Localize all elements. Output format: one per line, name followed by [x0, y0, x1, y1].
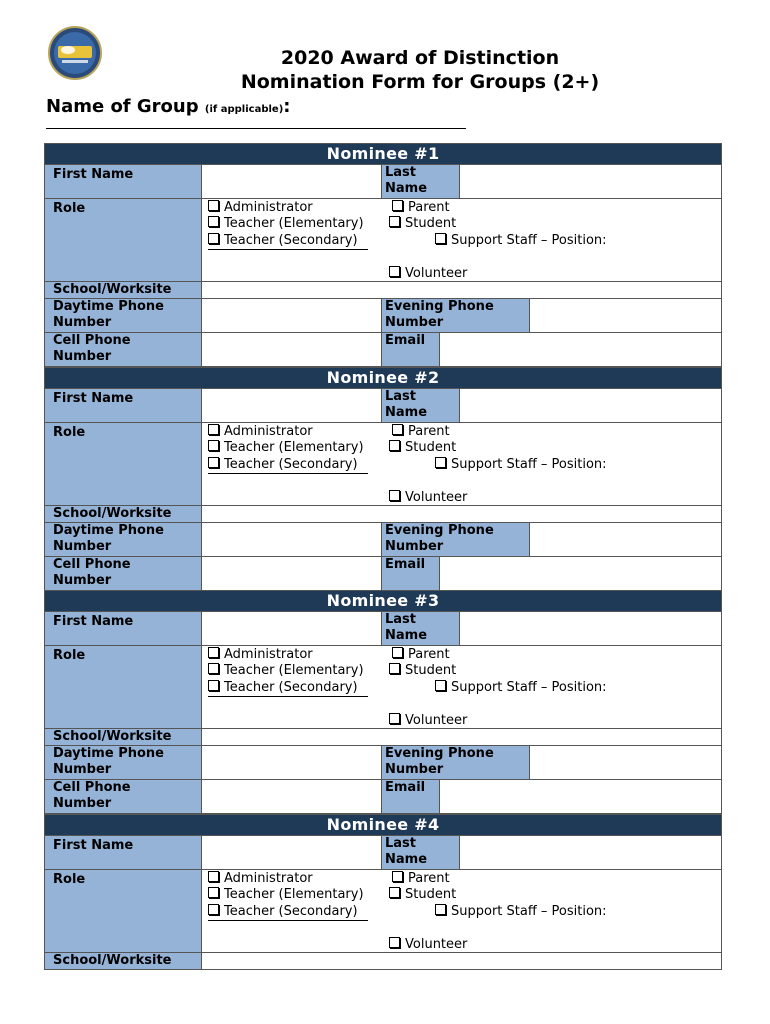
- checkbox-icon[interactable]: [208, 424, 219, 435]
- checkbox-icon[interactable]: [435, 680, 446, 691]
- school-label: School/Worksite: [45, 282, 202, 299]
- role-student[interactable]: Student: [389, 887, 456, 903]
- cell-phone-field[interactable]: [202, 780, 382, 814]
- cell-phone-label: Cell Phone Number: [45, 333, 202, 367]
- checkbox-icon[interactable]: [389, 663, 400, 674]
- role-administrator[interactable]: Administrator: [208, 647, 313, 663]
- support-staff-position-field[interactable]: [208, 920, 368, 921]
- last-name-label: Last Name: [382, 165, 460, 199]
- checkbox-icon[interactable]: [208, 233, 219, 244]
- role-options: [202, 423, 722, 506]
- nominee-table-3: [44, 590, 722, 814]
- role-label: Role: [45, 199, 202, 282]
- role-support-staff[interactable]: Support Staff – Position:: [435, 233, 607, 249]
- evening-phone-label: Evening Phone Number: [382, 299, 530, 333]
- role-support-staff[interactable]: Support Staff – Position:: [435, 680, 607, 696]
- evening-phone-field[interactable]: [530, 299, 722, 333]
- nominee-table-2: [44, 367, 722, 591]
- nominee-heading: Nominee #4: [45, 815, 722, 836]
- checkbox-icon[interactable]: [389, 937, 400, 948]
- school-label: School/Worksite: [45, 506, 202, 523]
- cell-phone-field[interactable]: [202, 557, 382, 591]
- last-name-field[interactable]: [460, 612, 722, 646]
- role-teacher-secondary[interactable]: Teacher (Secondary): [208, 680, 358, 696]
- email-label: Email: [382, 557, 440, 591]
- last-name-field[interactable]: [460, 165, 722, 199]
- school-label: School/Worksite: [45, 729, 202, 746]
- role-label: Role: [45, 646, 202, 729]
- role-student[interactable]: Student: [389, 216, 456, 232]
- role-administrator[interactable]: Administrator: [208, 200, 313, 216]
- nominee-table-4: [44, 814, 722, 970]
- checkbox-icon[interactable]: [208, 904, 219, 915]
- school-field[interactable]: [202, 282, 722, 299]
- first-name-label: First Name: [45, 165, 202, 199]
- daytime-phone-field[interactable]: [202, 746, 382, 780]
- evening-phone-field[interactable]: [530, 746, 722, 780]
- checkbox-icon[interactable]: [392, 200, 403, 211]
- email-field[interactable]: [440, 557, 722, 591]
- checkbox-icon[interactable]: [208, 647, 219, 658]
- role-administrator[interactable]: Administrator: [208, 424, 313, 440]
- role-label: Role: [45, 870, 202, 953]
- role-teacher-elementary[interactable]: Teacher (Elementary): [208, 216, 364, 232]
- role-volunteer[interactable]: Volunteer: [389, 937, 467, 953]
- checkbox-icon[interactable]: [435, 457, 446, 468]
- email-field[interactable]: [440, 780, 722, 814]
- first-name-label: First Name: [45, 836, 202, 870]
- support-staff-position-field[interactable]: [208, 696, 368, 697]
- daytime-phone-label: Daytime Phone Number: [45, 746, 202, 780]
- role-support-staff[interactable]: Support Staff – Position:: [435, 904, 607, 920]
- checkbox-icon[interactable]: [435, 233, 446, 244]
- role-options: [202, 870, 722, 953]
- last-name-label: Last Name: [382, 389, 460, 423]
- school-field[interactable]: [202, 953, 722, 970]
- last-name-label: Last Name: [382, 612, 460, 646]
- checkbox-icon[interactable]: [389, 490, 400, 501]
- email-label: Email: [382, 333, 440, 367]
- first-name-label: First Name: [45, 389, 202, 423]
- checkbox-icon[interactable]: [389, 266, 400, 277]
- role-parent[interactable]: Parent: [392, 200, 450, 216]
- checkbox-icon[interactable]: [435, 904, 446, 915]
- checkbox-icon[interactable]: [208, 440, 219, 451]
- role-teacher-secondary[interactable]: Teacher (Secondary): [208, 904, 358, 920]
- nominee-heading: Nominee #2: [45, 368, 722, 389]
- nominee-heading: Nominee #3: [45, 591, 722, 612]
- evening-phone-field[interactable]: [530, 523, 722, 557]
- award-logo: [48, 26, 102, 80]
- last-name-label: Last Name: [382, 836, 460, 870]
- role-teacher-elementary[interactable]: Teacher (Elementary): [208, 887, 364, 903]
- checkbox-icon[interactable]: [208, 457, 219, 468]
- school-field[interactable]: [202, 506, 722, 523]
- last-name-field[interactable]: [460, 389, 722, 423]
- role-volunteer[interactable]: Volunteer: [389, 713, 467, 729]
- first-name-field[interactable]: [202, 836, 382, 870]
- checkbox-icon[interactable]: [208, 680, 219, 691]
- email-label: Email: [382, 780, 440, 814]
- checkbox-icon[interactable]: [392, 647, 403, 658]
- first-name-label: First Name: [45, 612, 202, 646]
- role-parent[interactable]: Parent: [392, 424, 450, 440]
- role-administrator[interactable]: Administrator: [208, 871, 313, 887]
- group-name-field[interactable]: [46, 128, 466, 129]
- checkbox-icon[interactable]: [208, 663, 219, 674]
- support-staff-position-field[interactable]: [208, 249, 368, 250]
- daytime-phone-field[interactable]: [202, 523, 382, 557]
- role-parent[interactable]: Parent: [392, 647, 450, 663]
- cell-phone-field[interactable]: [202, 333, 382, 367]
- checkbox-icon[interactable]: [208, 200, 219, 211]
- first-name-field[interactable]: [202, 389, 382, 423]
- role-student[interactable]: Student: [389, 440, 456, 456]
- daytime-phone-field[interactable]: [202, 299, 382, 333]
- role-options: [202, 199, 722, 282]
- role-parent[interactable]: Parent: [392, 871, 450, 887]
- role-label: Role: [45, 423, 202, 506]
- role-support-staff[interactable]: Support Staff – Position:: [435, 457, 607, 473]
- role-student[interactable]: Student: [389, 663, 456, 679]
- checkbox-icon[interactable]: [208, 216, 219, 227]
- first-name-field[interactable]: [202, 612, 382, 646]
- checkbox-icon[interactable]: [208, 871, 219, 882]
- checkbox-icon[interactable]: [389, 887, 400, 898]
- nominee-table-1: [44, 143, 722, 367]
- checkbox-icon[interactable]: [389, 216, 400, 227]
- last-name-field[interactable]: [460, 836, 722, 870]
- school-label: School/Worksite: [45, 953, 202, 970]
- nominee-heading: Nominee #1: [45, 144, 722, 165]
- cell-phone-label: Cell Phone Number: [45, 557, 202, 591]
- group-name-label: Name of Group (if applicable):: [46, 96, 291, 117]
- school-field[interactable]: [202, 729, 722, 746]
- cell-phone-label: Cell Phone Number: [45, 780, 202, 814]
- role-teacher-secondary[interactable]: Teacher (Secondary): [208, 233, 358, 249]
- daytime-phone-label: Daytime Phone Number: [45, 523, 202, 557]
- role-volunteer[interactable]: Volunteer: [389, 266, 467, 282]
- checkbox-icon[interactable]: [389, 440, 400, 451]
- daytime-phone-label: Daytime Phone Number: [45, 299, 202, 333]
- checkbox-icon[interactable]: [392, 871, 403, 882]
- role-options: [202, 646, 722, 729]
- role-volunteer[interactable]: Volunteer: [389, 490, 467, 506]
- role-teacher-elementary[interactable]: Teacher (Elementary): [208, 663, 364, 679]
- checkbox-icon[interactable]: [208, 887, 219, 898]
- role-teacher-secondary[interactable]: Teacher (Secondary): [208, 457, 358, 473]
- checkbox-icon[interactable]: [392, 424, 403, 435]
- page-title: 2020 Award of Distinction Nomination Form for Groups (2+): [240, 47, 600, 93]
- email-field[interactable]: [440, 333, 722, 367]
- first-name-field[interactable]: [202, 165, 382, 199]
- evening-phone-label: Evening Phone Number: [382, 746, 530, 780]
- support-staff-position-field[interactable]: [208, 473, 368, 474]
- evening-phone-label: Evening Phone Number: [382, 523, 530, 557]
- role-teacher-elementary[interactable]: Teacher (Elementary): [208, 440, 364, 456]
- checkbox-icon[interactable]: [389, 713, 400, 724]
